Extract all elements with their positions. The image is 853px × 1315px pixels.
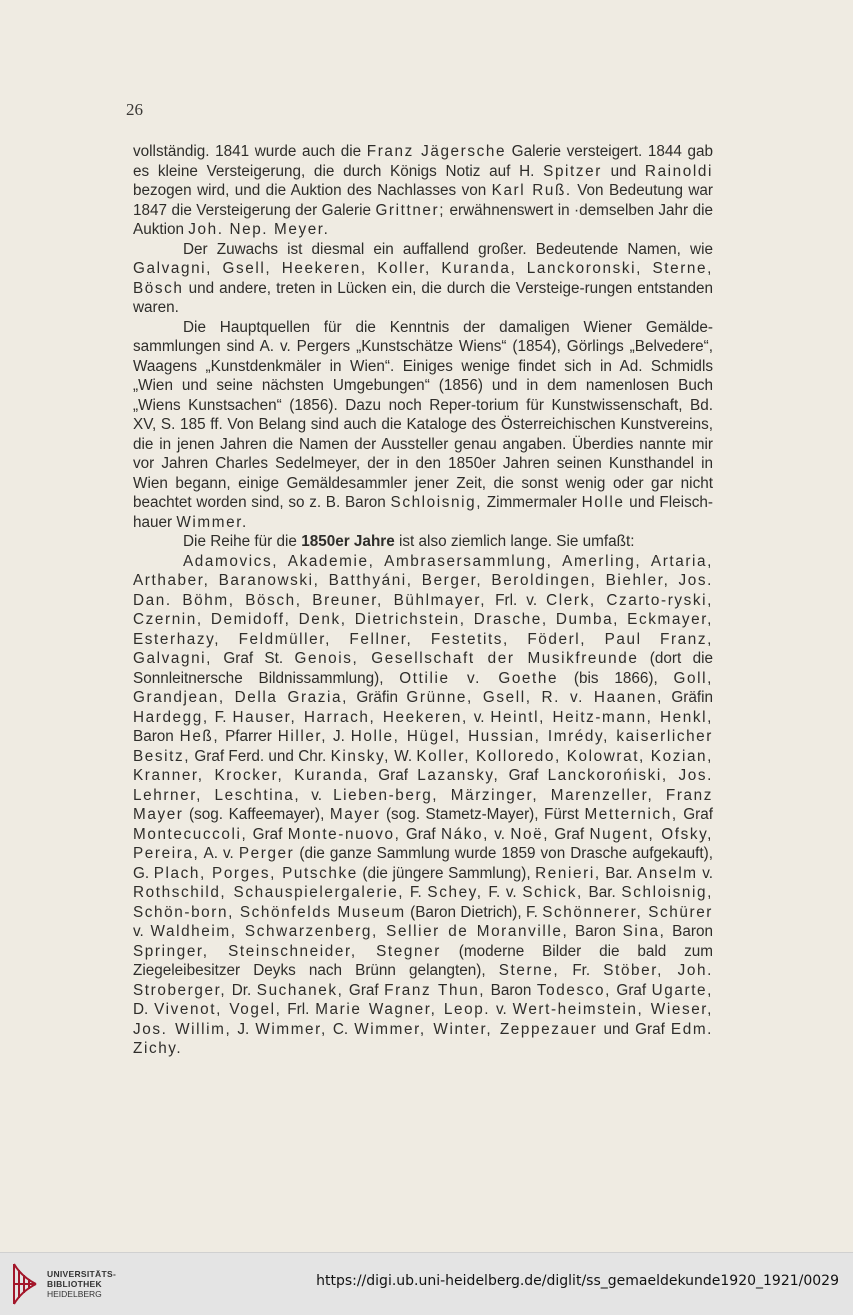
logo-line-3: HEIDELBERG [47,1289,102,1299]
body-text [133,142,713,1059]
spaced-name: Noë, [510,825,550,843]
spaced-name: Galvagni, Gsell, Heekeren, Koller, Kuranda, Lanckoronski, Sterne, Bösch [133,260,713,297]
text-run: v. [133,923,151,940]
spaced-name: Hauser, Harrach, Heekeren, [232,708,468,726]
spaced-name: Montecuccoli, [133,825,248,843]
spaced-name: Nugent, Ofsky, Pereira, [133,825,714,862]
text-run: Die Reihe für die [183,533,302,550]
text-run: Baron [665,923,713,940]
logo-line-2: BIBLIOTHEK [47,1279,102,1289]
logo-line-1: UNIVERSITÄTS- [47,1269,117,1279]
spaced-name: Lazansky, [417,767,500,784]
footer-bar [0,1252,853,1315]
text-run: Baron [568,923,623,940]
text-run: Galerie versteigert. 1844 gab es kleine Versteigerung, die durch Königs Notiz auf H. [133,143,713,180]
collector-list-paragraph [133,552,713,1059]
spaced-name: Wimmer. [176,513,248,531]
spaced-name: Schloisnig, [390,494,483,511]
text-run: Von Bedeutung war 1847 die Versteigerung der Galerie [133,182,713,219]
text-run: Dr. [226,981,257,999]
text-run: D. [133,1001,155,1018]
spaced-name: Suchanek, [256,981,344,999]
text-run: F. [404,884,428,901]
text-run: Graf Ferd. und Chr. [190,747,331,765]
text-run: Graf [549,825,590,843]
spaced-name: Rainoldi [644,162,713,180]
text-run: v. [488,825,511,843]
paragraph-2 [133,240,713,318]
text-run: (bis 1866), [558,669,674,687]
text-run: (die ganze Sammlung wurde 1859 von Drasche aufgekauft), G. [133,845,714,882]
text-run: J. [327,728,351,745]
library-logo-text [47,1269,116,1299]
text-run: Graf [400,825,441,843]
text-run: und Graf [597,1020,671,1038]
heidelberg-library-logo-icon [8,1260,42,1308]
spaced-name: Sina, [622,923,666,940]
spaced-name: Joh. Nep. Meyer. [188,221,330,238]
text-run: (moderne Bilder die bald zum Ziegeleibesitzer Deyks nach Brünn gelangten), [133,942,714,979]
paragraph-4 [133,532,713,552]
text-run: Graf [499,767,548,784]
text-run: v. [467,708,491,726]
text-run: v. [300,786,334,804]
spaced-name: Edm. Zichy. [133,1020,714,1057]
text-run: Frl. [281,1001,316,1018]
text-run: bezogen wird, und die Auktion des Nachlasses von [133,182,492,199]
text-run: (dort die Sonnleitnersche Bildnissammlung), [133,650,714,687]
spaced-name: Karl Ruß. [491,182,572,199]
text-run: (sog. Stametz-Mayer), Fürst [380,806,585,823]
spaced-name: Franz Thun, [384,981,486,999]
spaced-name: Heß, [179,728,220,745]
paragraph-1 [133,142,713,240]
spaced-name: Springer, Steinschneider, Stegner [133,942,441,960]
text-run: F. v. [482,884,523,901]
bold-heading-run: 1850er Jahre [301,533,395,550]
spaced-name: Anselm [637,864,698,882]
spaced-name: Wert-heimstein, Wieser, Jos. Willim, [133,1001,714,1038]
text-run: Fr. [559,962,604,979]
text-run: Graf [610,981,652,999]
spaced-name: Wimmer, Winter, Zeppezauer [354,1020,598,1038]
text-run: (Baron Dietrich), F. [405,903,543,921]
spaced-name: Grittner; [375,201,446,219]
spaced-name: Perger [238,845,295,862]
text-run: und andere, treten in Lücken ein, die durch die Versteige-rungen entstanden waren. [133,279,713,316]
spaced-name: Lanckorońiski, Jos. Lehrner, Leschtina, [133,767,714,804]
text-run: Die Hauptquellen für die Kenntnis der damaligen Wiener Gemälde-sammlungen sind A. v. Pergers „Kunstschätze Wiens“ (1854), Görlings „Belvedere“, Waagens „Kunstdenkmäler in Wien“. Einiges wenige findet sich in Ad. Schmidls „Wien und seine nächsten Umgebungen“ (1856) und in dem namenlosen Buch „Wiens Kunstsachen“ (1856). Dazu noch Reper-torium für Kunstwissenschaft, Bd. XV, S. 185 ff. Von Belang sind auch die Kataloge des Österreichischen Kunstvereins, die in jenen Jahren die Namen der Aussteller genau angaben. Überdies nannte mir vor Jahren Charles Sedelmeyer, der in den 1850er Jahren seinen Kunsthandel in Wien begann, einige Gemäldesammler jener Zeit, die sonst wenig oder gar nicht beachtet worden sind, so z. B. Baron [133,318,713,511]
text-run: Baron [133,728,180,745]
spaced-name: Genois, Gesellschaft der Musikfreunde [294,650,639,667]
spaced-name: Lieben-berg, Märzinger, Marenzeller, Franz Mayer [133,786,714,823]
text-run: v. [490,1001,513,1018]
spaced-name: Hardegg, [133,708,209,726]
text-run: Bar. [582,884,622,901]
text-run: Der Zuwachs ist diesmal ein auffallend großer. Bedeutende Namen, wie [183,240,713,258]
text-run: Frl. v. [486,591,547,609]
spaced-name: Marie Wagner, Leop. [315,1001,491,1018]
paragraph-3 [133,318,713,533]
spaced-name: Spitzer [543,162,602,180]
text-run: W. [389,747,417,765]
spaced-name: Goll, Grandjean, Della Grazia, [133,669,713,706]
text-run: Graf [369,767,418,784]
text-run: Graf [343,981,385,999]
spaced-name: Schick, [522,884,583,901]
spaced-name: Grünne, Gsell, R. v. Haanen, [406,689,663,706]
spaced-name: Koller, Kolloredo, Kolowrat, Kozian, Kranner, Krocker, Kuranda, [133,747,714,784]
text-run: ist also ziemlich lange. Sie umfaßt: [394,533,635,550]
text-run: Graf St. [212,650,295,667]
text-run: Bar. [600,864,638,882]
text-run: C. [326,1020,355,1038]
spaced-name: Schloisnig, Schön-born, Schönfelds Museum [133,884,713,921]
spaced-name: Náko, [440,825,489,843]
text-run: Zimmermaler [482,494,582,511]
text-run: erwähnenswert in ·demselben Jahr die Auktion [133,201,713,238]
spaced-name: Clerk, Czarto-ryski, Czernin, Demidoff, Denk, Dietrichstein, Drasche, Dumba, Eckmayer, Esterhazy, Feldmüller, Fellner, Festetits, Föderl, Paul Franz, Galvagni, [133,591,713,667]
spaced-name: Metternich, [584,806,678,823]
spaced-name: Rothschild, Schauspielergalerie, [133,884,405,901]
spaced-name: Stöber, Joh. Stroberger, [133,962,713,999]
spaced-name: Kinsky, [330,747,390,765]
text-run: A. v. [199,845,239,862]
text-run: Pfarrer [219,728,278,745]
spaced-name: Vivenot, Vogel, [154,1001,282,1018]
text-run: v. [697,864,713,882]
spaced-name: Wimmer, [255,1020,327,1038]
spaced-name: Renieri, [535,864,601,882]
spaced-name: Todesco, [536,981,611,999]
source-url-link[interactable]: https://digi.ub.uni-heidelberg.de/diglit/ss_gemaeldekunde1920_1921/0029 [316,1273,839,1289]
spaced-name: Hiller, [277,728,328,745]
text-run: (die jüngere Sammlung), [357,864,536,882]
text-run: Gräfin [348,689,407,706]
spaced-name: Schey, [427,884,483,901]
text-run: J. [231,1020,256,1038]
text-run: Graf [677,806,713,823]
text-run: vollständig. 1841 wurde auch die [133,143,367,160]
text-run: F. [208,708,233,726]
spaced-name: Holle [581,494,625,511]
spaced-name: Ugarte, [651,981,714,999]
text-run: Baron [485,981,537,999]
spaced-name: Schönnerer, Schürer [542,903,714,921]
page-number: 26 [126,100,143,119]
spaced-name: Holle, Hügel, Hussian, Imrédy, kaiserlicher Besitz, [133,728,713,765]
spaced-name: Heintl, Heitz-mann, Henkl, [490,708,713,726]
spaced-name: Plach, Porges, Putschke [153,864,358,882]
text-run: (sog. Kaffeemayer), [183,806,330,823]
text-run: Gräfin [662,689,713,706]
spaced-name: Sterne, [498,962,560,979]
spaced-name: Ottilie v. Goethe [399,669,559,687]
spaced-name: Mayer [329,806,381,823]
text-run: und Fleisch-hauer [133,494,713,531]
spaced-name: Adamovics, Akademie, Ambrasersammlung, Amerling, Artaria, Arthaber, Baranowski, Batthyáni, Berger, Beroldingen, Biehler, Jos. Dan. Böhm, Bösch, Breuner, Bühlmayer, [133,552,713,609]
text-run: und [601,162,645,180]
spaced-name: Franz Jägersche [366,143,507,160]
spaced-name: Monte-nuovo, [287,825,401,843]
spaced-name: Waldheim, Schwarzenberg, Sellier de Moranville, [150,923,569,940]
text-run: Graf [247,825,288,843]
